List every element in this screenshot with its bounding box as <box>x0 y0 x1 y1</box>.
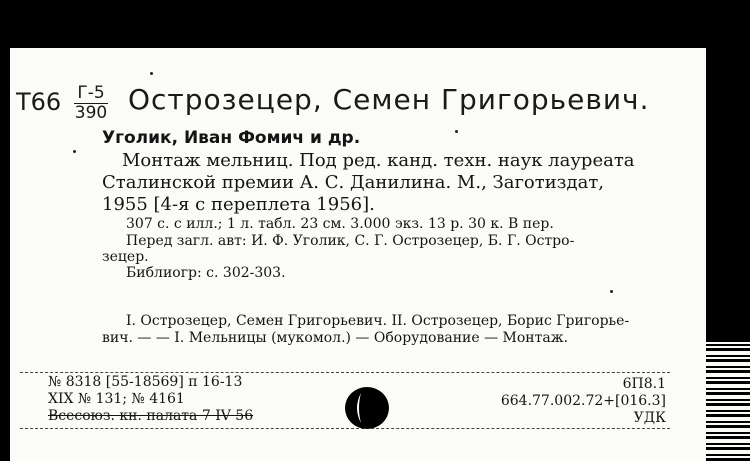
ink-speck <box>610 290 613 293</box>
heading-author: Уголик, Иван Фомич и др. <box>102 128 361 148</box>
ink-speck <box>150 72 153 75</box>
ink-speck <box>455 130 458 133</box>
title-line: Монтаж мельниц. Под ред. канд. техн. наук лауреата <box>122 150 635 171</box>
title-line: 1955 [4-я с переплета 1956]. <box>102 194 375 215</box>
handwritten-author: Острозецер, Семен Григорьевич. <box>128 83 650 116</box>
footer-left-line: № 8318 [55-18569] п 16-13 <box>48 374 243 390</box>
punch-hole-icon <box>343 385 391 431</box>
description-line: зецер. <box>102 249 149 265</box>
classification-fraction <box>74 84 108 123</box>
footer-left-line: Всесоюз. кн. палата 7 IV 56 <box>48 408 254 424</box>
tracing-line: вич. — — I. Мельницы (мукомол.) — Оборудование — Монтаж. <box>102 330 569 346</box>
title-line: Сталинской премии А. С. Данилина. М., Заготиздат, <box>102 172 604 193</box>
ink-speck <box>73 150 76 153</box>
fraction-bottom: 390 <box>74 103 108 123</box>
tracing-line: I. Острозецер, Семен Григорьевич. II. Острозецер, Борис Григорье- <box>126 313 630 329</box>
shelfmark: Т66 <box>16 88 62 116</box>
edge-strip <box>706 342 750 461</box>
footer-left-line: XIX № 131; № 4161 <box>48 391 185 407</box>
footer-right-line: 6П8.1 <box>622 376 666 392</box>
footer-right-line: 664.77.002.72+[016.3] <box>500 393 666 409</box>
description-line: Перед загл. авт: И. Ф. Уголик, С. Г. Острозецер, Б. Г. Остро- <box>126 233 575 249</box>
description-line: 307 с. с илл.; 1 л. табл. 23 см. 3.000 экз. 13 р. 30 к. В пер. <box>126 216 554 232</box>
divider <box>20 372 670 373</box>
description-line: Библиогр: с. 302-303. <box>126 265 286 281</box>
fraction-top: Г-5 <box>74 84 108 104</box>
footer-right-line: УДК <box>633 410 666 426</box>
